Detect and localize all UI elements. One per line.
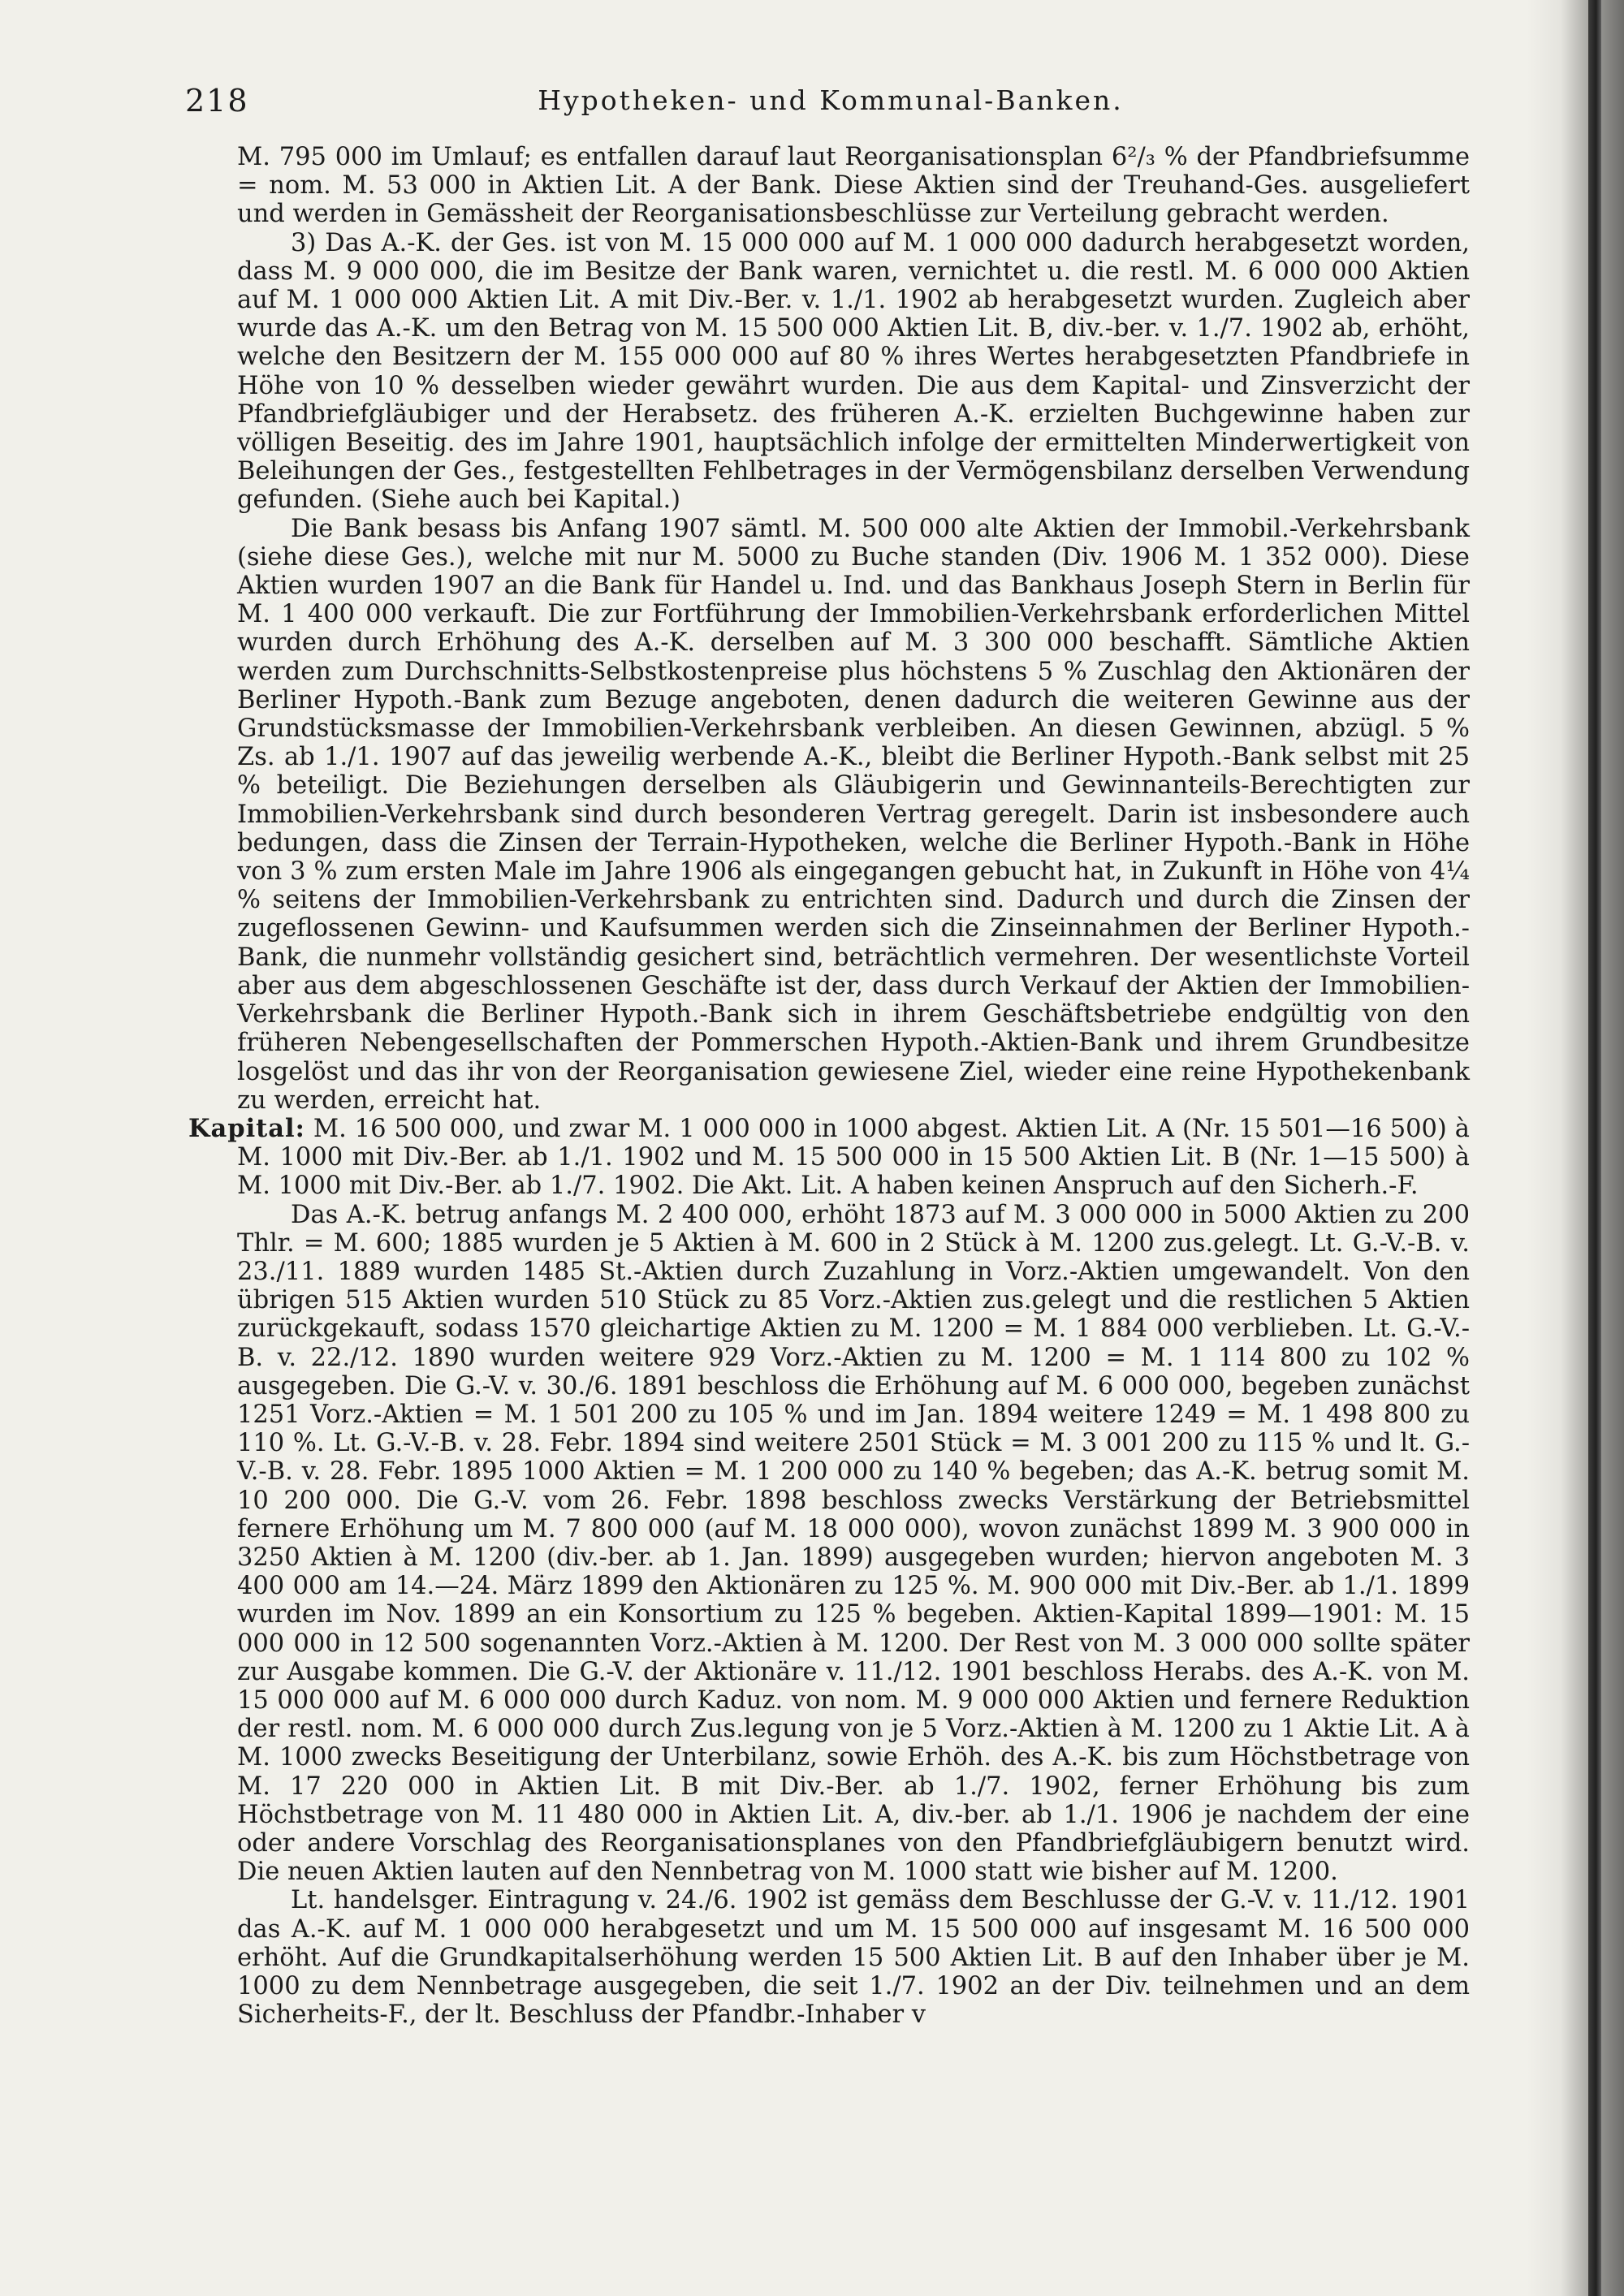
paragraph-kapital <box>188 1115 1470 1201</box>
page-number: 218 <box>185 83 249 119</box>
paragraph-herabsetzung: 3) Das A.-K. der Ges. ist von M. 15 000 000 auf M. 1 000 000 dadurch herabgesetzt worden, dass M. 9 000 000, die im Besitze der Bank waren, vernichtet u. die restl. M. 6 000 000 Aktien auf M. 1 000 000 Aktien Lit. A mit Div.-Ber. v. 1./1. 1902 ab herabgesetzt wurden. Zugleich aber wurde das A.-K. um den Betrag von M. 15 500 000 Aktien Lit. B, div.-ber. v. 1./7. 1902 ab, erhöht, welche den Besitzern der M. 155 000 000 auf 80 % ihres Wertes herabgesetzten Pfandbriefe in Höhe von 10 % desselben wieder gewährt wurden. Die aus dem Kapital- und Zinsverzicht der Pfandbriefgläubiger und der Herabsetz. des früheren A.-K. erzielten Buchgewinne haben zur völligen Beseitig. des im Jahre 1901, hauptsächlich infolge der ermittelten Minderwertigkeit von Beleihungen der Ges., festgestellten Fehlbetrages in der Vermögensbilanz derselben Verwendung gefunden. (Siehe auch bei Kapital.) <box>237 228 1470 515</box>
paragraph-handelsregister: Lt. handelsger. Eintragung v. 24./6. 1902 ist gemäss dem Beschlusse der G.-V. v. 11./12. 1901 das A.-K. auf M. 1 000 000 herabgesetzt und um M. 15 500 000 auf insgesamt M. 16 500 000 erhöht. Auf die Grundkapitalserhöhung werden 15 500 Aktien Lit. B auf den Inhaber über je M. 1000 zu dem Nennbetrage ausgegeben, die seit 1./7. 1902 an der Div. teilnehmen und an dem Sicherheits-F., der lt. Beschluss der Pfandbr.-Inhaber v <box>237 1886 1470 2030</box>
page-binding-edge <box>1588 0 1601 2296</box>
section-label-kapital: Kapital: <box>188 1113 305 1143</box>
paragraph-immobilien-verkehrsbank: Die Bank besass bis Anfang 1907 sämtl. M. 500 000 alte Aktien der Immobil.-Verkehrsbank (siehe diese Ges.), welche mit nur M. 5000 zu Buche standen (Div. 1906 M. 1 352 000). Diese Aktien wurden 1907 an die Bank für Handel u. Ind. und das Bankhaus Joseph Stern in Berlin für M. 1 400 000 verkauft. Die zur Fortführung der Immobilien-Verkehrsbank erforderlichen Mittel wurden durch Erhöhung des A.-K. derselben auf M. 3 300 000 beschafft. Sämtliche Aktien werden zum Durchschnitts-Selbstkostenpreise plus höchstens 5 % Zuschlag den Aktionären der Berliner Hypoth.-Bank zum Bezuge angeboten, denen dadurch die weiteren Gewinne aus der Grundstücksmasse der Immobilien-Verkehrsbank verbleiben. An diesen Gewinnen, abzügl. 5 % Zs. ab 1./1. 1907 auf das jeweilig werbende A.-K., bleibt die Berliner Hypoth.-Bank selbst mit 25 % beteiligt. Die Beziehungen derselben als Gläubigerin und Gewinnanteils-Berechtigten zur Immobilien-Verkehrsbank sind durch besonderen Vertrag geregelt. Darin ist insbesondere auch bedungen, dass die Zinsen der Terrain-Hypotheken, welche die Berliner Hypoth.-Bank in Höhe von 3 % zum ersten Male im Jahre 1906 als eingegangen gebucht hat, in Zukunft in Höhe von 4¼ % seitens der Immobilien-Verkehrsbank zu entrichten sind. Dadurch und durch die Zinsen der zugeflossenen Gewinn- und Kaufsummen werden sich die Zinseinnahmen der Berliner Hypoth.-Bank, die nunmehr vollständig gesichert sind, beträchtlich vermehren. Der wesentlichste Vorteil aber aus dem abgeschlossenen Geschäfte ist der, dass durch Verkauf der Aktien der Immobilien-Verkehrsbank die Berliner Hypoth.-Bank sich in ihrem Geschäftsbetriebe endgültig von den früheren Nebengesellschaften der Pommerschen Hypoth.-Aktien-Bank und ihrem Grundbesitze losgelöst und das ihr von der Reorganisation gewiesene Ziel, wieder eine reine Hypothekenbank zu werden, erreicht hat. <box>237 514 1470 1115</box>
paragraph-kapital-history: Das A.-K. betrug anfangs M. 2 400 000, erhöht 1873 auf M. 3 000 000 in 5000 Aktien zu 200 Thlr. = M. 600; 1885 wurden je 5 Aktien à M. 600 in 2 Stück à M. 1200 zus.gelegt. Lt. G.-V.-B. v. 23./11. 1889 wurden 1485 St.-Aktien durch Zuzahlung in Vorz.-Aktien umgewandelt. Von den übrigen 515 Aktien wurden 510 Stück zu 85 Vorz.-Aktien zus.gelegt und die restlichen 5 Aktien zurückgekauft, sodass 1570 gleichartige Aktien zu M. 1200 = M. 1 884 000 verblieben. Lt. G.-V.-B. v. 22./12. 1890 wurden weitere 929 Vorz.-Aktien zu M. 1200 = M. 1 114 800 zu 102 % ausgegeben. Die G.-V. v. 30./6. 1891 beschloss die Erhöhung auf M. 6 000 000, begeben zunächst 1251 Vorz.-Aktien = M. 1 501 200 zu 105 % und im Jan. 1894 weitere 1249 = M. 1 498 800 zu 110 %. Lt. G.-V.-B. v. 28. Febr. 1894 sind weitere 2501 Stück = M. 3 001 200 zu 115 % und lt. G.-V.-B. v. 28. Febr. 1895 1000 Aktien = M. 1 200 000 zu 140 % begeben; das A.-K. betrug somit M. 10 200 000. Die G.-V. vom 26. Febr. 1898 beschloss zwecks Verstärkung der Betriebsmittel fernere Erhöhung um M. 7 800 000 (auf M. 18 000 000), wovon zunächst 1899 M. 3 900 000 in 3250 Aktien à M. 1200 (div.-ber. ab 1. Jan. 1899) ausgegeben wurden; hiervon angeboten M. 3 400 000 am 14.—24. März 1899 den Aktionären zu 125 %. M. 900 000 mit Div.-Ber. ab 1./1. 1899 wurden im Nov. 1899 an ein Konsortium zu 125 % begeben. Aktien-Kapital 1899—1901: M. 15 000 000 in 12 500 sogenannten Vorz.-Aktien à M. 1200. Der Rest von M. 3 000 000 sollte später zur Ausgabe kommen. Die G.-V. der Aktionäre v. 11./12. 1901 beschloss Herabs. des A.-K. von M. 15 000 000 auf M. 6 000 000 durch Kaduz. von nom. M. 9 000 000 Aktien und fernere Reduktion der restl. nom. M. 6 000 000 durch Zus.legung von je 5 Vorz.-Aktien à M. 1200 zu 1 Aktie Lit. A à M. 1000 zwecks Beseitigung der Unterbilanz, sowie Erhöh. des A.-K. bis zum Höchstbetrage von M. 17 220 000 in Aktien Lit. B mit Div.-Ber. ab 1./7. 1902, ferner Erhöhung bis zum Höchstbetrage von M. 11 480 000 in Aktien Lit. A, div.-ber. ab 1./1. 1906 je nachdem der eine oder andere Vorschlag des Reorganisationsplanes von den Pfandbriefgläubigern benutzt wird. Die neuen Aktien lauten auf den Nennbetrag von M. 1000 statt wie bisher auf M. 1200. <box>237 1200 1470 1887</box>
page-header <box>185 83 1476 123</box>
paragraph-pfandbrief-summe: M. 795 000 im Umlauf; es entfallen darauf laut Reorganisationsplan 6²/₃ % der Pfandbriefsumme = nom. M. 53 000 in Aktien Lit. A der Bank. Diese Aktien sind der Treuhand-Ges. ausgeliefert und werden in Gemässheit der Reorganisationsbeschlüsse zur Verteilung gebracht werden. <box>237 143 1470 229</box>
page-binding-shadow <box>1527 0 1624 2296</box>
running-title: Hypotheken- und Kommunal-Banken. <box>538 84 1124 116</box>
kapital-text: M. 16 500 000, und zwar M. 1 000 000 in 1000 abgest. Aktien Lit. A (Nr. 15 501—16 500) à M. 1000 mit Div.-Ber. ab 1./1. 1902 und M. 15 500 000 in 15 500 Aktien Lit. B (Nr. 1—15 500) à M. 1000 mit Div.-Ber. ab 1./7. 1902. Die Akt. Lit. A haben keinen Anspruch auf den Sicherh.-F. <box>237 1114 1470 1201</box>
page-body <box>188 143 1470 2029</box>
